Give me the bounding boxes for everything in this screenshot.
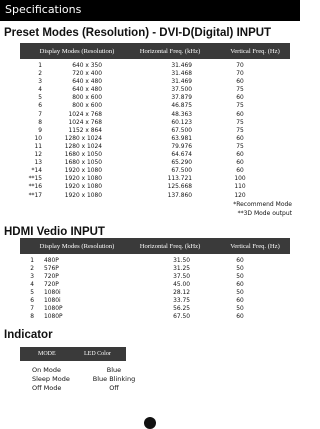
table-row <box>20 111 290 119</box>
vertical-freq: 60 <box>236 298 244 305</box>
indicator-color: Blue Blinking <box>92 375 136 383</box>
mode-number: 11 <box>34 143 42 150</box>
resolution: 800 x 600 <box>72 95 102 102</box>
horizontal-freq: 67.500 <box>171 127 192 134</box>
resolution: 1680 x 1050 <box>64 152 102 159</box>
vertical-freq: 60 <box>236 160 244 167</box>
indicator-mode: Off Mode <box>32 384 62 392</box>
vertical-freq: 70 <box>236 63 244 69</box>
horizontal-freq: 64.674 <box>171 152 192 159</box>
col-horizontal-freq: Horizontal Freq. (kHz) <box>139 47 201 55</box>
page-title: Specifications <box>5 3 82 16</box>
mode-number: 7 <box>38 111 42 118</box>
table-row <box>20 62 290 70</box>
vertical-freq: 60 <box>236 258 244 264</box>
col-display-modes: Display Modes (Resolution) <box>39 47 115 55</box>
resolution: 720P <box>44 274 59 281</box>
table-row <box>20 86 290 94</box>
table-row <box>20 257 290 265</box>
mode-number: 9 <box>38 127 42 134</box>
vertical-freq: 60 <box>236 79 244 86</box>
table-row <box>20 159 290 167</box>
mode-number: 3 <box>38 79 42 86</box>
resolution: 640 x 480 <box>72 79 102 86</box>
horizontal-freq: 48.363 <box>171 111 192 118</box>
table-row <box>20 289 290 297</box>
mode-number: 2 <box>38 71 42 78</box>
dvi-section-title: Preset Modes (Resolution) - DVI-D(Digital) INPUT <box>4 27 272 39</box>
vertical-freq: 50 <box>236 306 244 313</box>
vertical-freq: 60 <box>236 135 244 142</box>
horizontal-freq: 45.00 <box>173 282 190 289</box>
table-row <box>20 297 290 305</box>
indicator-row <box>20 384 140 393</box>
hdmi-table-body <box>20 257 290 321</box>
table-row <box>20 70 290 78</box>
mode-number: **15 <box>28 176 42 183</box>
resolution: 1920 x 1080 <box>64 168 102 175</box>
horizontal-freq: 67.500 <box>171 168 192 175</box>
mode-number: 3 <box>30 274 34 281</box>
horizontal-freq: 31.469 <box>171 63 192 69</box>
indicator-section-title: Indicator <box>4 329 53 341</box>
horizontal-freq: 46.875 <box>171 103 192 110</box>
vertical-freq: 70 <box>236 71 244 78</box>
horizontal-freq: 125.668 <box>167 184 192 191</box>
page-marker <box>144 417 156 429</box>
horizontal-freq: 67.50 <box>173 314 190 321</box>
header-bar <box>0 0 300 21</box>
vertical-freq: 50 <box>236 266 244 273</box>
horizontal-freq: 31.25 <box>173 266 190 273</box>
vertical-freq: 100 <box>234 176 246 183</box>
vertical-freq: 60 <box>236 168 244 175</box>
mode-number: 8 <box>38 119 42 126</box>
mode-number: **17 <box>28 192 42 199</box>
vertical-freq: 60 <box>236 111 244 118</box>
mode-number: 4 <box>30 282 34 289</box>
col-mode: MODE <box>38 351 56 357</box>
table-row <box>20 94 290 102</box>
mode-number: **16 <box>28 184 42 191</box>
horizontal-freq: 31.50 <box>173 258 190 264</box>
vertical-freq: 110 <box>234 184 246 191</box>
resolution: 1920 x 1080 <box>64 176 102 183</box>
vertical-freq: 75 <box>236 103 244 110</box>
mode-number: *14 <box>31 168 42 175</box>
table-row <box>20 119 290 127</box>
vertical-freq: 60 <box>236 314 244 321</box>
table-row <box>20 265 290 273</box>
mode-number: 4 <box>38 87 42 94</box>
resolution: 1080i <box>44 298 61 305</box>
horizontal-freq: 60.123 <box>171 119 192 126</box>
horizontal-freq: 28.12 <box>173 290 190 297</box>
horizontal-freq: 137.860 <box>167 192 192 199</box>
resolution: 640 x 480 <box>72 87 102 94</box>
mode-number: 10 <box>34 135 42 142</box>
horizontal-freq: 31.469 <box>171 79 192 86</box>
resolution: 1680 x 1050 <box>64 160 102 167</box>
table-row <box>20 273 290 281</box>
resolution: 1920 x 1080 <box>64 184 102 191</box>
horizontal-freq: 63.981 <box>171 135 192 142</box>
note-recommend: *Recommend Mode <box>233 201 292 208</box>
table-row <box>20 127 290 135</box>
table-row <box>20 151 290 159</box>
horizontal-freq: 37.500 <box>171 87 192 94</box>
mode-number: 6 <box>38 103 42 110</box>
table-row <box>20 313 290 321</box>
mode-number: 7 <box>30 306 34 313</box>
vertical-freq: 60 <box>236 282 244 289</box>
indicator-row <box>20 375 140 384</box>
hdmi-table-header <box>20 238 290 254</box>
mode-number: 12 <box>34 152 42 159</box>
vertical-freq: 75 <box>236 143 244 150</box>
horizontal-freq: 37.50 <box>173 274 190 281</box>
table-row <box>20 192 290 200</box>
vertical-freq: 50 <box>236 274 244 281</box>
indicator-table-header <box>20 347 126 361</box>
indicator-mode: On Mode <box>32 366 62 374</box>
table-row <box>20 281 290 289</box>
note-3d: **3D Mode output <box>237 210 292 217</box>
vertical-freq: 120 <box>234 192 246 199</box>
indicator-mode: Sleep Mode <box>32 375 70 383</box>
table-row <box>20 78 290 86</box>
resolution: 576P <box>44 266 59 273</box>
mode-number: 8 <box>30 314 34 321</box>
indicator-row <box>20 366 140 375</box>
vertical-freq: 60 <box>236 95 244 102</box>
table-row <box>20 135 290 143</box>
hdmi-section-title: HDMI Vedio INPUT <box>4 226 105 238</box>
table-row <box>20 305 290 313</box>
horizontal-freq: 56.25 <box>173 306 190 313</box>
resolution: 1080i <box>44 290 61 297</box>
indicator-color: Off <box>109 384 119 392</box>
vertical-freq: 75 <box>236 119 244 126</box>
mode-number: 1 <box>38 63 42 69</box>
vertical-freq: 60 <box>236 152 244 159</box>
horizontal-freq: 33.75 <box>173 298 190 305</box>
col-led-color: LED Color <box>84 351 111 357</box>
table-row <box>20 143 290 151</box>
horizontal-freq: 37.879 <box>171 95 192 102</box>
resolution: 720P <box>44 282 59 289</box>
table-row <box>20 175 290 183</box>
horizontal-freq: 113.721 <box>167 176 192 183</box>
resolution: 1920 x 1080 <box>64 192 102 199</box>
mode-number: 5 <box>38 95 42 102</box>
resolution: 480P <box>44 258 59 264</box>
resolution: 1024 x 768 <box>68 111 102 118</box>
resolution: 1152 x 864 <box>68 127 102 134</box>
resolution: 1080P <box>44 306 63 313</box>
horizontal-freq: 65.290 <box>171 160 192 167</box>
resolution: 1280 x 1024 <box>64 135 102 142</box>
mode-number: 5 <box>30 290 34 297</box>
resolution: 1024 x 768 <box>68 119 102 126</box>
indicator-color: Blue <box>106 366 122 374</box>
resolution: 720 x 400 <box>72 71 102 78</box>
col-display-modes: Display Modes (Resolution) <box>39 242 115 250</box>
table-row <box>20 183 290 191</box>
mode-number: 2 <box>30 266 34 273</box>
mode-number: 13 <box>34 160 42 167</box>
mode-number: 1 <box>30 258 34 264</box>
col-vertical-freq: Vertical Freq. (Hz) <box>230 242 280 250</box>
vertical-freq: 75 <box>236 87 244 94</box>
dvi-table-body <box>20 62 290 200</box>
table-row <box>20 102 290 110</box>
vertical-freq: 50 <box>236 290 244 297</box>
resolution: 1280 x 1024 <box>64 143 102 150</box>
vertical-freq: 75 <box>236 127 244 134</box>
col-vertical-freq: Vertical Freq. (Hz) <box>230 47 280 55</box>
dvi-table-header <box>20 43 290 59</box>
table-row <box>20 167 290 175</box>
mode-number: 6 <box>30 298 34 305</box>
horizontal-freq: 79.976 <box>171 143 192 150</box>
col-horizontal-freq: Horizontal Freq. (kHz) <box>139 242 201 250</box>
resolution: 640 x 350 <box>72 63 102 69</box>
horizontal-freq: 31.468 <box>171 71 192 78</box>
resolution: 800 x 600 <box>72 103 102 110</box>
resolution: 1080P <box>44 314 63 321</box>
